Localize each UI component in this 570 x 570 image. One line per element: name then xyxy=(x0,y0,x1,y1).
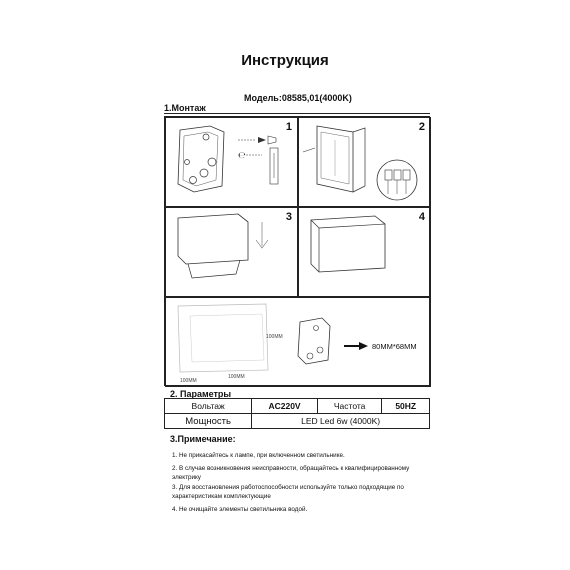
step-2-number: 2 xyxy=(418,121,425,133)
parameters-table xyxy=(164,398,430,429)
installation-diagram-grid xyxy=(164,116,430,386)
mount-size-label: 80MM*68MM xyxy=(372,342,417,351)
table-row xyxy=(165,414,430,429)
svg-text:℮: ℮ xyxy=(238,151,246,161)
power-value: LED Led 6w (4000K) xyxy=(252,414,430,429)
step-2-panel xyxy=(298,117,431,207)
model-number: Модель:08585,01(4000K) xyxy=(244,93,352,103)
step-1-panel xyxy=(165,117,298,207)
note-item: 4. Не очищайте элементы светильника водой. xyxy=(172,506,308,513)
power-label: Мощность xyxy=(165,414,252,429)
step-4-panel xyxy=(298,207,431,297)
voltage-value: AC220V xyxy=(252,399,318,414)
table-row xyxy=(165,399,430,414)
step-4-number: 4 xyxy=(418,211,425,223)
height-dimension: 100MM xyxy=(266,334,283,340)
note-item: 1. Не прикасайтесь к лампе, при включенном светильнике. xyxy=(172,452,345,459)
width-dimension: 100MM xyxy=(228,374,245,380)
voltage-label: Вольтаж xyxy=(165,399,252,414)
section-params-heading: 2. Параметры xyxy=(170,389,232,399)
section-mount-heading: 1.Монтаж xyxy=(164,103,206,113)
step-3-panel xyxy=(165,207,298,297)
frequency-value: 50HZ xyxy=(382,399,430,414)
assembled-fixture-illustration xyxy=(299,208,432,298)
wiring-illustration xyxy=(299,118,432,208)
mounting-plate-illustration xyxy=(166,118,299,208)
page-title: Инструкция xyxy=(241,52,329,69)
dimensions-panel xyxy=(165,297,431,387)
section-divider xyxy=(164,113,430,114)
note-item: 2. В случае возникновения неисправности, обращайтесь к квалифицированному электрику xyxy=(172,465,410,481)
step-1-number: 1 xyxy=(285,121,292,133)
section-notes-heading: 3.Примечание: xyxy=(170,434,236,444)
frequency-label: Частота xyxy=(317,399,382,414)
note-item: 3. Для восстановления работоспособности используйте только подходящие по характеристикам комплектующие xyxy=(172,484,404,500)
fixture-attach-illustration xyxy=(166,208,299,298)
depth-dimension: 100MM xyxy=(180,378,197,384)
step-3-number: 3 xyxy=(285,211,292,223)
